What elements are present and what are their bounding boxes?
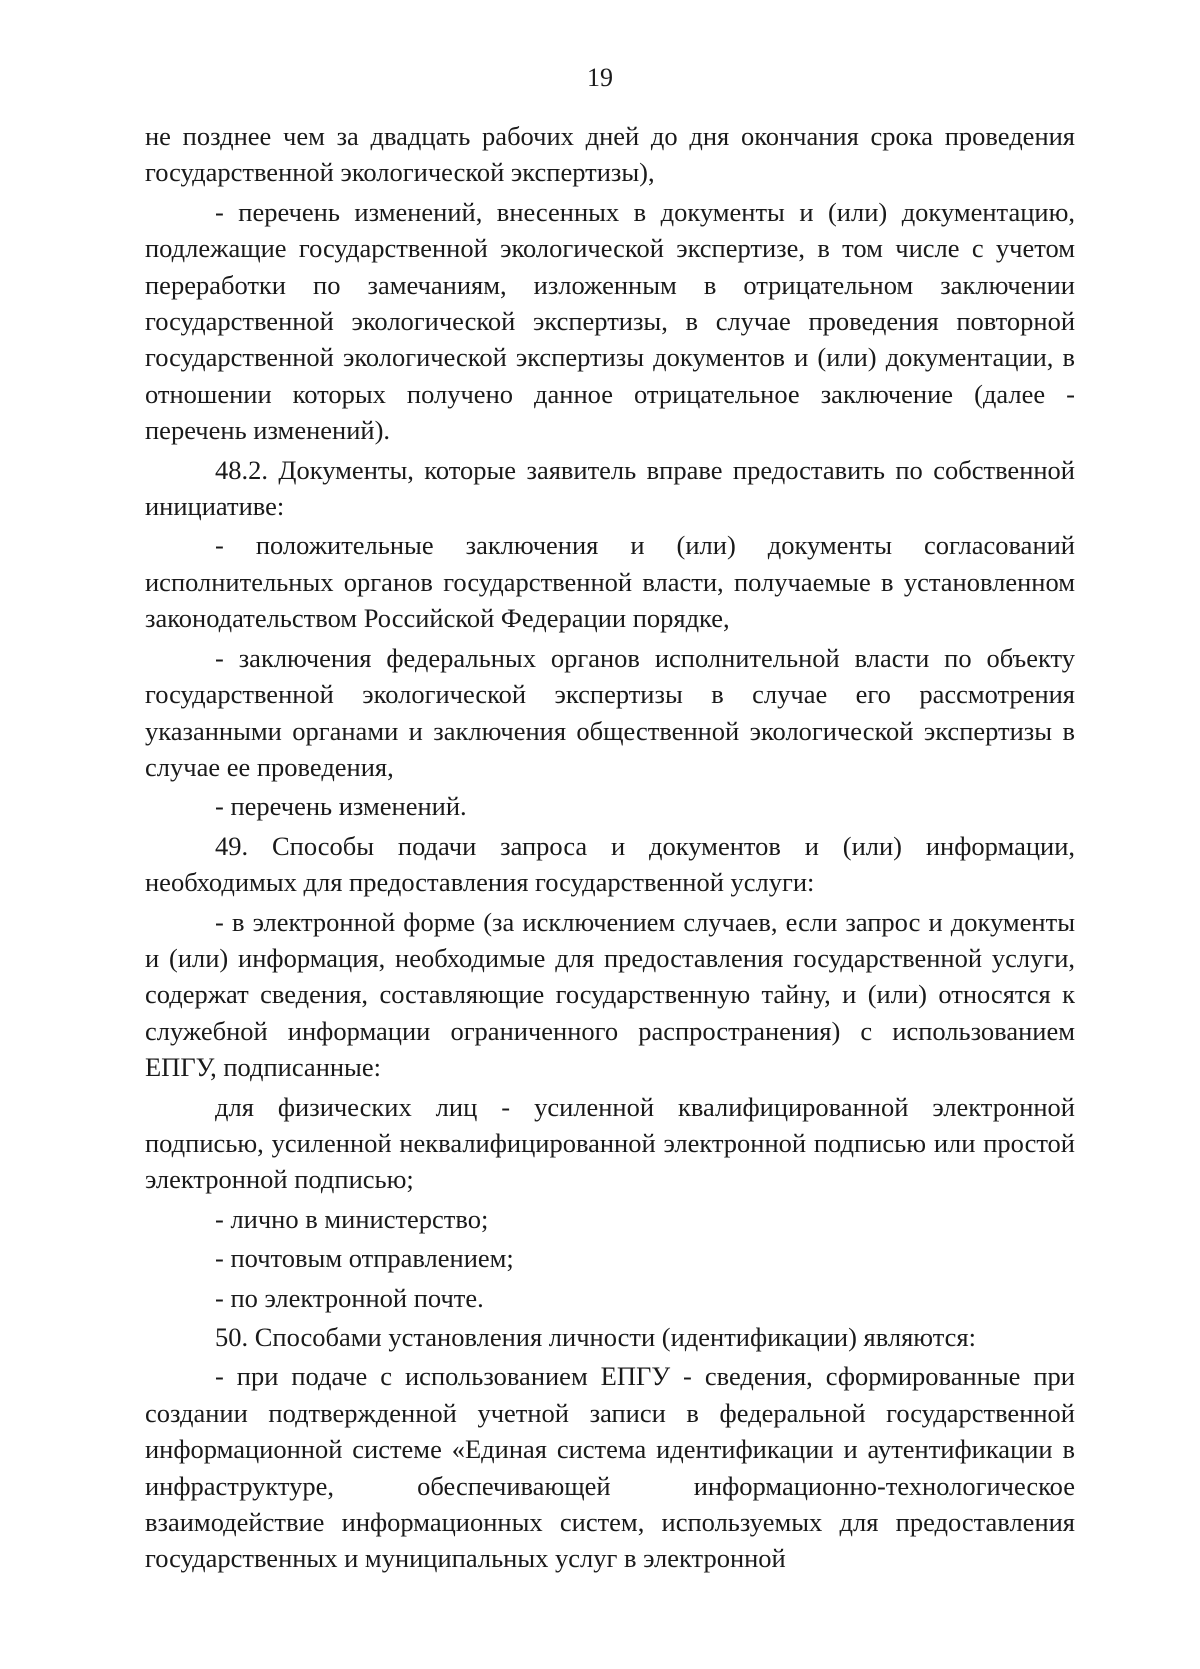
- paragraph-list-item: - перечень изменений, внесенных в документы и (или) документацию, подлежащие государственной экологической экспертизе, в том числе с учетом переработки по замечаниям, изложенным в отрицательном заключении государственной экологической экспертизы, в случае проведения повторной государственной экологической экспертизы документов и (или) документации, в отношении которых получено данное отрицательное заключение (далее - перечень изменений).: [145, 196, 1075, 446]
- page-number: 19: [587, 63, 613, 92]
- paragraph-continuation: не позднее чем за двадцать рабочих дней до дня окончания срока проведения государственной экологической экспертизы),: [145, 121, 1075, 188]
- paragraph-list-item: - почтовым отправлением;: [215, 1243, 514, 1274]
- paragraph-signature-note: для физических лиц - усиленной квалифицированной электронной подписью, усиленной неквалифицированной электронной подписью или простой электронной подписью;: [145, 1091, 1075, 1195]
- paragraph-section-48-2: 48.2. Документы, которые заявитель вправе предоставить по собственной инициативе:: [145, 454, 1075, 522]
- paragraph-list-item: - по электронной почте.: [215, 1282, 484, 1313]
- paragraph-list-item: - лично в министерство;: [215, 1203, 489, 1234]
- paragraph-list-item: - при подаче с использованием ЕПГУ - сведения, сформированные при создании подтвержденной учетной записи в федеральной государственной информационной системе «Единая система идентификации и аутентификации в инфраструктуре, обеспечивающей информационно-технологическое взаимодействие информационных систем, используемых для предоставления государственных и муниципальных услуг в электронной: [145, 1361, 1075, 1574]
- document-body: [145, 118, 1075, 1577]
- paragraph-list-item: - в электронной форме (за исключением случаев, если запрос и документы и (или) информация, необходимые для предоставления государственной услуги, содержат сведения, составляющие государственную тайну, и (или) относятся к служебной информации ограниченного распространения) с использованием ЕПГУ, подписанные:: [145, 906, 1075, 1083]
- paragraph-section-50: 50. Способами установления личности (идентификации) являются:: [215, 1322, 976, 1352]
- paragraph-section-49: 49. Способы подачи запроса и документов и (или) информации, необходимых для предоставления государственной услуги:: [145, 830, 1075, 898]
- paragraph-list-item: - заключения федеральных органов исполнительной власти по объекту государственной экологической экспертизы в случае его рассмотрения указанными органами и заключения общественной экологической экспертизы в случае ее проведения,: [145, 642, 1075, 782]
- paragraph-list-item: - положительные заключения и (или) документы согласований исполнительных органов государственной власти, получаемые в установленном законодательством Российской Федерации порядке,: [145, 530, 1075, 634]
- paragraph-list-item: - перечень изменений.: [215, 791, 467, 822]
